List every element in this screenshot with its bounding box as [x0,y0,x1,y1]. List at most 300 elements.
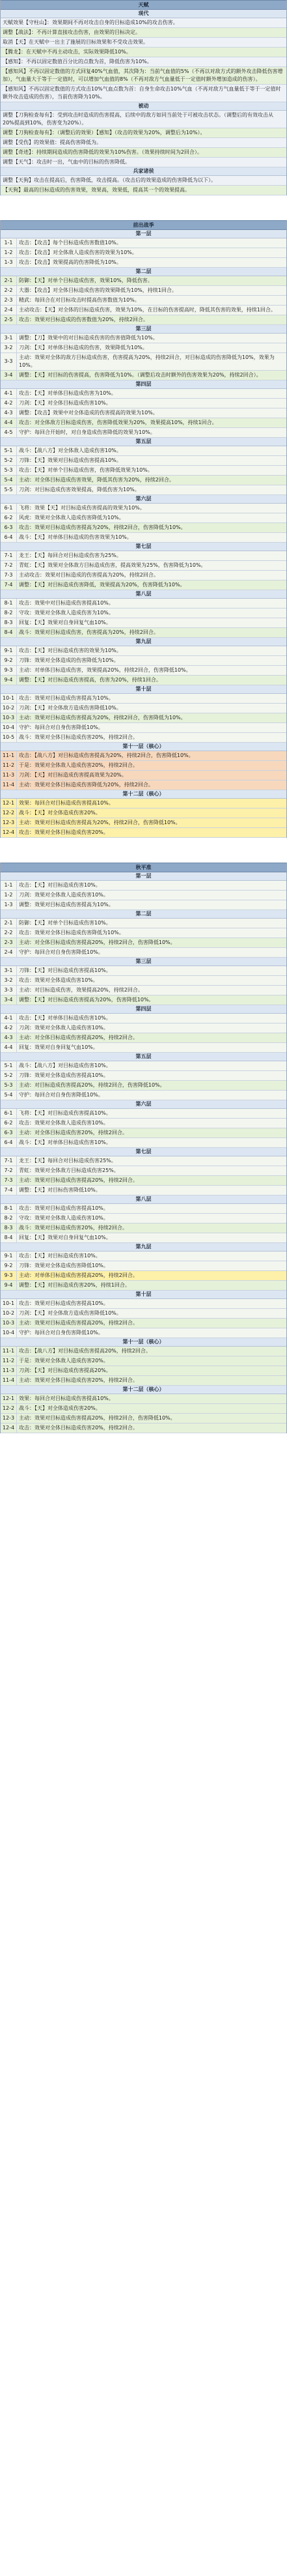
talent-row [1,504,286,513]
talent-description: 飞将：【天】对目标造成伤害提高10%。 [19,1110,111,1116]
talent-description: 主动：对目标造成伤害提高20%，持续2回合，伤害降低10%。 [19,1082,165,1088]
talent-index: 8-4 [1,628,17,637]
talent-description: 青虹：【天】效果对全体敌方目标造成伤害，提高效果为25%，伤害降低为10%。 [19,562,206,568]
subsection-title: 被动 [1,102,286,111]
paragraph: 取消【天】在天赋中一出主了施展的目标效果和不受攻击效果。 [1,38,286,48]
layer-title: 第十二层（核心） [1,1386,286,1394]
talent-row [1,938,286,948]
talent-description: 守护：每回合对自身伤害降低10%。 [19,1330,103,1336]
talent-row [1,900,286,910]
talent-index: 3-3 [1,986,17,995]
talent-description: 战斗：【天】对全体造成伤害20%。 [19,810,101,816]
talent-row [1,1109,286,1119]
paragraph: 调整【奇迹】：持续期间造成的伤害降低的效果为10%伤害。（效果持续时间为2回合）。 [1,148,286,158]
layer-title: 第七层 [1,543,286,551]
talent-index: 9-4 [1,1281,17,1290]
talent-description: 攻击：【攻击】对全体敌人造成伤害的效果为10%。 [19,250,137,255]
talent-row [1,1376,286,1386]
talent-row [1,1091,286,1100]
talent-index: 12-1 [1,799,17,808]
talent-row [1,713,286,723]
talent-description: 刀剑：【天】对全体目标造成伤害10%。 [19,400,111,406]
talent-index: 1-3 [1,900,17,909]
talent-index: 7-4 [1,580,17,590]
paragraph: 【感知】：不再以固定数值百分比的点数为首，降低伤害为10%。 [1,57,286,67]
talent-index: 7-1 [1,1156,17,1166]
layer-title: 第一层 [1,230,286,238]
talent-row [1,986,286,995]
talent-row [1,618,286,628]
layer-title: 第五层 [1,1053,286,1061]
talent-row [1,1319,286,1328]
talent-index: 12-2 [1,1404,17,1413]
layer-title: 第十层 [1,685,286,694]
talent-row [1,1252,286,1261]
talent-description: 攻击：效果中对目标造成伤害提高10%。 [19,600,114,606]
talent-description: 守护：每回合对自身伤害降低10%。 [19,1092,103,1098]
talent-row [1,780,286,790]
talent-description: 主动：效果对全体的敌方目标造成伤害，伤害提高为20%，持续2回合，对目标造成的伤害降低为10%，效果为10%。 [19,354,275,368]
talent-row [1,1071,286,1081]
talent-row [1,476,286,485]
layer-title: 第六层 [1,1100,286,1109]
talent-index: 2-1 [1,919,17,928]
talent-description: 刀剑：【天】对单体目标造成的伤害，效果降低为10%。 [19,345,148,351]
layer-title: 第十二层（核心） [1,790,286,799]
talent-row [1,771,286,780]
talent-row [1,371,286,380]
talent-description: 攻击：效果对全体目标造成伤害20%，持续2回合。 [19,1425,138,1431]
talent-description: 攻击：效果对目标造成伤害提高10%。 [19,1300,109,1306]
section-title: 秋平准 [1,863,286,872]
talent-index: 6-4 [1,1138,17,1147]
talent-row [1,1394,286,1404]
talent-index: 9-1 [1,1252,17,1261]
talent-row [1,1414,286,1424]
talent-row [1,258,286,268]
talent-description: 效果：每回合对目标造成伤害提高10%。 [19,800,114,806]
paragraph: 调整【天气】：攻击时一出，气血中的目标的伤害降低。 [1,158,286,167]
talent-description: 回复：效果对自身回复气血10%。 [19,1044,98,1050]
subsection-title: 现代 [1,10,286,18]
talent-index: 3-1 [1,334,17,343]
layer-title: 第九层 [1,638,286,646]
talent-description: 主动：对单体目标造成伤害提高20%，持续2回合。 [19,1272,138,1278]
talent-row [1,1138,286,1148]
layer-title: 第八层 [1,590,286,599]
talent-row [1,276,286,286]
talent-index: 7-1 [1,551,17,560]
section-title: 前出战季 [1,220,286,230]
layer-title: 第一层 [1,872,286,881]
talent-description: 主动：效果对目标造成伤害提高20%，持续2回合。 [19,1320,138,1326]
talent-row [1,828,286,838]
talent-index: 11-3 [1,1366,17,1375]
talent-description: 刀剑：【天】对全体敌方造成伤害降低10%。 [19,705,122,711]
talent-row [1,704,286,713]
talent-row [1,296,286,306]
talent-index: 5-1 [1,1061,17,1070]
talent-description: 攻击：【战八方】对目标造成伤害提高为20%，持续2回合，伤害降低10%。 [19,752,194,758]
talent-description: 防御：【天】对单个目标造成伤害10%。 [19,920,111,926]
talent-index: 5-4 [1,476,17,485]
talent-row [1,1014,286,1023]
talent-row [1,666,286,676]
talent-index: 5-3 [1,466,17,475]
talent-description: 调整：【天】对目标造成伤害提高，伤害为20%，持续1回合。 [19,677,161,683]
talent-index: 6-4 [1,533,17,542]
talent-row [1,1081,286,1091]
talent-row [1,676,286,685]
talent-row [1,891,286,900]
section-title: 天赋 [1,0,286,10]
talent-index: 2-3 [1,938,17,947]
talent-index: 3-4 [1,371,17,380]
talent-row [1,1043,286,1053]
layer-title: 第三层 [1,958,286,966]
talent-description: 于是：效果对全体敌人造成伤害20%，持续2回合。 [19,762,138,768]
talent-description: 刀锋：效果对全体造成伤害提高10%。 [19,1072,109,1078]
talent-index: 11-1 [1,751,17,760]
talent-row [1,948,286,958]
talent-index: 3-2 [1,976,17,985]
talent-row [1,799,286,809]
talent-description: 攻击：效果对目标造成伤害提高为10%。 [19,695,114,701]
talent-description: 回复：【天】效果对自身回复气血10%。 [19,1235,111,1240]
talent-description: 防御：【天】对单个目标造成伤害，效果10%，降低伤害。 [19,278,153,283]
talent-row [1,599,286,608]
talent-index: 4-4 [1,418,17,427]
talent-row [1,428,286,438]
talent-description: 调整：【天】对目标伤害降低10%。 [19,1187,101,1193]
talent-index: 2-1 [1,276,17,285]
talent-description: 战斗：【天】对单体目标造成的伤害效果为10%。 [19,534,132,540]
paragraph: 【感知风】不再以固定数值的方式回复40%气血值，其次降为：当前气血值的5%（不再以对敌方式的额外攻击降低伤害增加），气血量大于等于一定值时，可以增加气血值的8%（不再对敌方气血量低于一定值时额外增加造成的伤害）。 [1,67,286,85]
talent-description: 回复：【天】效果对自身回复气血10%。 [19,620,111,625]
talent-index: 2-2 [1,928,17,937]
talent-description: 守护：每回合对自身伤害降低10%。 [19,949,103,955]
talent-row [1,389,286,399]
talent-description: 攻击：【天】对目标造成伤害10%。 [19,1253,101,1259]
talent-row [1,1233,286,1243]
talent-description: 刀剑：【天】对全体敌方造成伤害降低10%。 [19,1310,122,1316]
talent-index: 8-4 [1,1233,17,1242]
talent-description: 战斗：效果对目标造成伤害，伤害提高为20%，持续2回合。 [19,629,159,635]
talent-index: 11-3 [1,771,17,780]
paragraph: 【腾龙】：在天赋中不再主动攻击，实际效果降低10%。 [1,48,286,57]
talent-description: 主动：对全体目标造成伤害效果，降低其伤害为20%，持续2回合。 [19,477,174,483]
talent-row [1,723,286,733]
talent-index: 2-4 [1,306,17,315]
talent-row [1,456,286,466]
talent-description: 攻击：【战八方】对目标造成伤害提高20%，持续2回合。 [19,1348,151,1354]
layer-title: 第八层 [1,1195,286,1204]
talent-row [1,580,286,590]
talent-description: 主动：对全体目标造成伤害提高20%，持续2回合，伤害降低10%。 [19,939,176,945]
talent-row [1,561,286,571]
talent-row [1,1204,286,1214]
talent-row [1,919,286,928]
talent-row [1,408,286,418]
talent-index: 9-2 [1,1261,17,1270]
talent-index: 9-3 [1,1271,17,1280]
talent-index: 1-1 [1,881,17,890]
talent-description: 攻击：【攻击】效果提高的伤害降低为10%。 [19,259,122,265]
talent-index: 12-3 [1,1414,17,1423]
talent-row [1,976,286,986]
talent-description: 调整：【天】对目标造成伤害降低，效果提高为20%，伤害降低为10%。 [19,582,185,588]
talent-index: 11-2 [1,761,17,770]
talent-row [1,315,286,325]
talent-index: 2-3 [1,296,17,305]
talent-index: 4-1 [1,1014,17,1023]
talent-description: 效果：每回合对目标造成伤害提高10%。 [19,1395,114,1401]
talent-index: 6-1 [1,1109,17,1118]
talent-description: 主动攻击：效果对目标造成的伤害提高为20%，持续2回合。 [19,572,159,578]
talent-description: 攻击：【天】对目标造成伤害的效果为10%。 [19,648,122,653]
talent-description: 调整：【攻击】效果中对全体造成的伤害提高的效果为10%。 [19,410,158,416]
talent-index: 1-2 [1,891,17,900]
talent-index: 7-3 [1,1176,17,1185]
layer-title: 第十一层（核心） [1,743,286,751]
talent-row [1,353,286,371]
talent-row [1,1309,286,1319]
paragraph: 调整【战法】：不再计算直接攻击伤害，由效果的目标决定。 [1,28,286,38]
talent-description: 攻击：【攻击】每个目标造成伤害数值10%。 [19,240,122,246]
talent-row [1,1061,286,1071]
talent-description: 攻击：效果对目标造成伤害提高为20%，持续2回合，伤害降低为10%。 [19,524,186,530]
talent-description: 战斗：效果对全体目标造成伤害20%，持续2回合。 [19,734,138,740]
section-gap [0,838,287,863]
talent-index: 3-4 [1,995,17,1005]
talent-description: 主动：效果对目标造成伤害提高20%，持续2回合。 [19,1177,138,1183]
paragraph: 【天狗】最高的目标造成的伤害效果，效果高，效果低，提高其一个的效果提高。 [1,186,286,195]
talent-description: 调整：效果对目标造成伤害提高为10%。 [19,902,114,908]
talent-description: 攻击：效果对全体造成伤害10%。 [19,977,98,983]
talent-description: 刀锋：【天】对目标造成伤害提高10%。 [19,967,111,973]
talent-description: 攻击：效果对全体目标造成伤害降低为10%。 [19,930,124,936]
talent-description: 刀剑：对目标造成伤害效果提高，降低伤害为10%。 [19,487,140,493]
layer-title: 第四层 [1,380,286,389]
talent-index: 8-1 [1,599,17,608]
talent-row [1,466,286,476]
talent-description: 大器：【攻击】对全体目标造成伤害的效果降低为10%，持续1回合。 [19,287,177,293]
talent-row [1,523,286,533]
talent-description: 主动：效果对目标造成伤害提高为20%，持续2回合，伤害降低为10%。 [19,715,186,721]
talent-row [1,446,286,456]
talent-description: 调整：【刀】效果中的对目标造成伤害的伤害值降低为10%。 [19,335,158,341]
talent-row [1,694,286,704]
layer-title: 第六层 [1,495,286,504]
talent-index: 5-2 [1,1071,17,1080]
talent-row [1,571,286,580]
talent-row [1,533,286,543]
talent-description: 守护：每回合对自身伤害降低10%。 [19,724,103,730]
talent-description: 调整：【天】对目标造成伤害提高为20%，伤害降低10%。 [19,997,154,1003]
talent-description: 飞将：效果【天】对目标造成伤害提高的效果为10%。 [19,505,145,511]
section-block [0,0,287,195]
talent-description: 刀锋：【天】效果对目标造成伤害提高10%。 [19,457,122,463]
layer-title: 第二层 [1,268,286,276]
talent-index: 4-4 [1,1043,17,1052]
talent-row [1,1033,286,1043]
paragraph: 天赋效果【守柱山】：效果期间不再对攻击自身的目标造成10%的攻击伤害。 [1,18,286,28]
talent-row [1,399,286,408]
talent-index: 8-2 [1,608,17,618]
talent-description: 刀剑：效果对全体敌人造成伤害10%。 [19,892,109,898]
talent-index: 10-1 [1,694,17,703]
layer-title: 第十层 [1,1291,286,1299]
talent-row [1,1328,286,1338]
talent-row [1,818,286,828]
talent-row [1,1176,286,1186]
talent-row [1,1424,286,1433]
paragraph: 调整【刀狗检查每有】：受到攻击时造成的伤害提高，后续中的敌方如同当前处于可被攻击状态。（调整后的有效攻击从20%提高到10%，伤害变为20%）。 [1,111,286,128]
talent-index: 5-1 [1,446,17,455]
talent-index: 12-1 [1,1394,17,1403]
talent-row [1,286,286,296]
talent-row [1,1119,286,1128]
talent-index: 3-3 [1,353,17,370]
talent-row [1,1404,286,1414]
talent-description: 攻击：效果对目标造成的伤害数值为20%，持续2回合。 [19,317,148,322]
talent-row [1,1299,286,1309]
talent-index: 2-2 [1,286,17,295]
talent-index: 8-1 [1,1204,17,1213]
talent-row [1,1156,286,1166]
talent-description: 攻击：【天】对目标造成伤害10%。 [19,882,101,888]
talent-index: 11-2 [1,1356,17,1366]
talent-description: 主动：效果对目标造成伤害提高20%，持续2回合，伤害降低10%。 [19,1415,176,1421]
talent-description: 刀剑：效果对全体敌人造成伤害10%。 [19,1025,109,1031]
talent-row [1,248,286,258]
talent-index: 11-1 [1,1347,17,1356]
talent-description: 主动：效果对全体目标造成伤害降低为20%，持续2回合。 [19,782,154,788]
talent-index: 6-2 [1,513,17,522]
talent-description: 战斗：【天】对全体造成伤害20%。 [19,1405,101,1411]
talent-index: 5-4 [1,1091,17,1100]
talent-index: 10-4 [1,723,17,732]
talent-description: 攻击：效果对目标造成伤害提高10%。 [19,1205,109,1211]
talent-index: 10-1 [1,1299,17,1308]
talent-index: 10-4 [1,1328,17,1338]
talent-row [1,1366,286,1376]
talent-row [1,761,286,771]
talent-index: 8-3 [1,618,17,627]
talent-index: 7-2 [1,561,17,570]
talent-index: 4-2 [1,1023,17,1033]
talent-description: 守攻：效果对全体敌人造成伤害为10%。 [19,610,114,616]
talent-row [1,1214,286,1224]
talent-index: 9-1 [1,646,17,655]
talent-row [1,733,286,743]
talent-description: 刀剑：【天】对目标造成伤害提高效果为20%。 [19,772,127,778]
talent-index: 6-3 [1,1128,17,1138]
talent-index: 10-3 [1,1319,17,1328]
talent-row [1,928,286,938]
talent-index: 7-4 [1,1186,17,1195]
talent-index: 11-4 [1,780,17,790]
talent-index: 12-3 [1,818,17,827]
talent-index: 2-5 [1,315,17,324]
talent-description: 主动攻击：【天】对全体的目标造成伤害，效果为10%，在目标的伤害提高时，降低其伤害的效果，持续1回合。 [19,307,276,313]
talent-description: 调整：【天】对目标造成伤害20%，持续1回合。 [19,1282,130,1288]
talent-description: 攻击：【天】对单个目标造成伤害，伤害降低效果为10%。 [19,467,153,473]
talent-index: 8-2 [1,1214,17,1223]
talent-row [1,551,286,561]
talent-description: 龙王：【天】每回合对目标造成伤害为25%。 [19,552,122,558]
talent-row [1,1356,286,1366]
talent-row [1,1166,286,1176]
talent-description: 青虹：效果对全体敌方目标造成伤害25%。 [19,1167,119,1173]
talent-description: 主动：效果对目标造成伤害提高为20%，持续2回合，伤害降低10%。 [19,820,181,825]
talent-index: 4-2 [1,399,17,408]
talent-description: 主动：效果对全体目标造成伤害20%，持续2回合。 [19,1377,138,1383]
talent-index: 10-3 [1,713,17,723]
talent-row [1,1186,286,1195]
talent-description: 主动：对全体目标造成伤害20%，持续2回合。 [19,1130,128,1136]
section-block [0,863,287,1433]
talent-index: 7-2 [1,1166,17,1175]
talent-index: 7-3 [1,571,17,580]
talent-row [1,656,286,666]
talent-index: 5-5 [1,485,17,494]
talent-index: 1-2 [1,248,17,257]
talent-index: 11-4 [1,1376,17,1385]
talent-row [1,238,286,248]
talent-description: 攻击：效果对全体目标造成伤害20%。 [19,829,109,835]
talent-index: 3-1 [1,966,17,975]
layer-title: 第十一层（核心） [1,1338,286,1347]
talent-row [1,1281,286,1291]
talent-index: 6-2 [1,1119,17,1128]
talent-row [1,418,286,428]
talent-row [1,881,286,891]
talent-index: 2-4 [1,948,17,957]
talent-description: 风虎：效果对全体敌人造成伤害降低为10%。 [19,515,124,521]
talent-description: 调整：【天】对目标的伤害提高，伤害降低为10%。（调整后攻击时额外的伤害效果为20%，持续2回合）。 [19,372,262,378]
talent-index: 12-2 [1,809,17,818]
paragraph: 调整【天狗】攻击在提高后，伤害降低，攻击提高。（攻击后的效果造成的伤害降低为以下）。 [1,176,286,186]
talent-description: 于是：效果对全体敌人造成伤害20%。 [19,1358,109,1364]
layer-title: 第五层 [1,438,286,446]
talent-index: 4-1 [1,389,17,398]
talent-row [1,1023,286,1033]
talent-row [1,995,286,1005]
talent-row [1,513,286,523]
talent-index: 5-3 [1,1081,17,1090]
talent-description: 主动：对全体目标造成伤害提高20%，持续2回合。 [19,1035,138,1040]
talent-row [1,1261,286,1271]
talent-row [1,334,286,343]
talent-row [1,1128,286,1138]
talent-index: 9-3 [1,666,17,675]
talent-index: 9-2 [1,656,17,665]
layer-title: 第三层 [1,325,286,334]
paragraph: 【感知风】不再以固定数值的方式攻击10%气血点数为首：自身生命攻击10%气血（不再对敌方气血量低于等于一定值时额外攻击造成的伤害），当前伤害降为10%。 [1,85,286,102]
talent-index: 4-5 [1,428,17,437]
paragraph: 调整【刀狗检查每有】：（调整后的效果）【感知】（攻击的效果为20%，调整后为10%）。 [1,128,286,138]
talent-row [1,608,286,618]
talent-index: 10-2 [1,1309,17,1318]
talent-description: 战斗：效果对目标造成伤害20%，持续2回合。 [19,1225,128,1231]
talent-row [1,306,286,315]
talent-index: 3-2 [1,343,17,352]
talent-index: 9-4 [1,676,17,685]
talent-index: 10-2 [1,704,17,713]
talent-row [1,485,286,495]
talent-description: 攻击：对全体敌方目标造成伤害，伤害降低效果为20%，效果提高10%，持续1回合。 [19,420,217,425]
